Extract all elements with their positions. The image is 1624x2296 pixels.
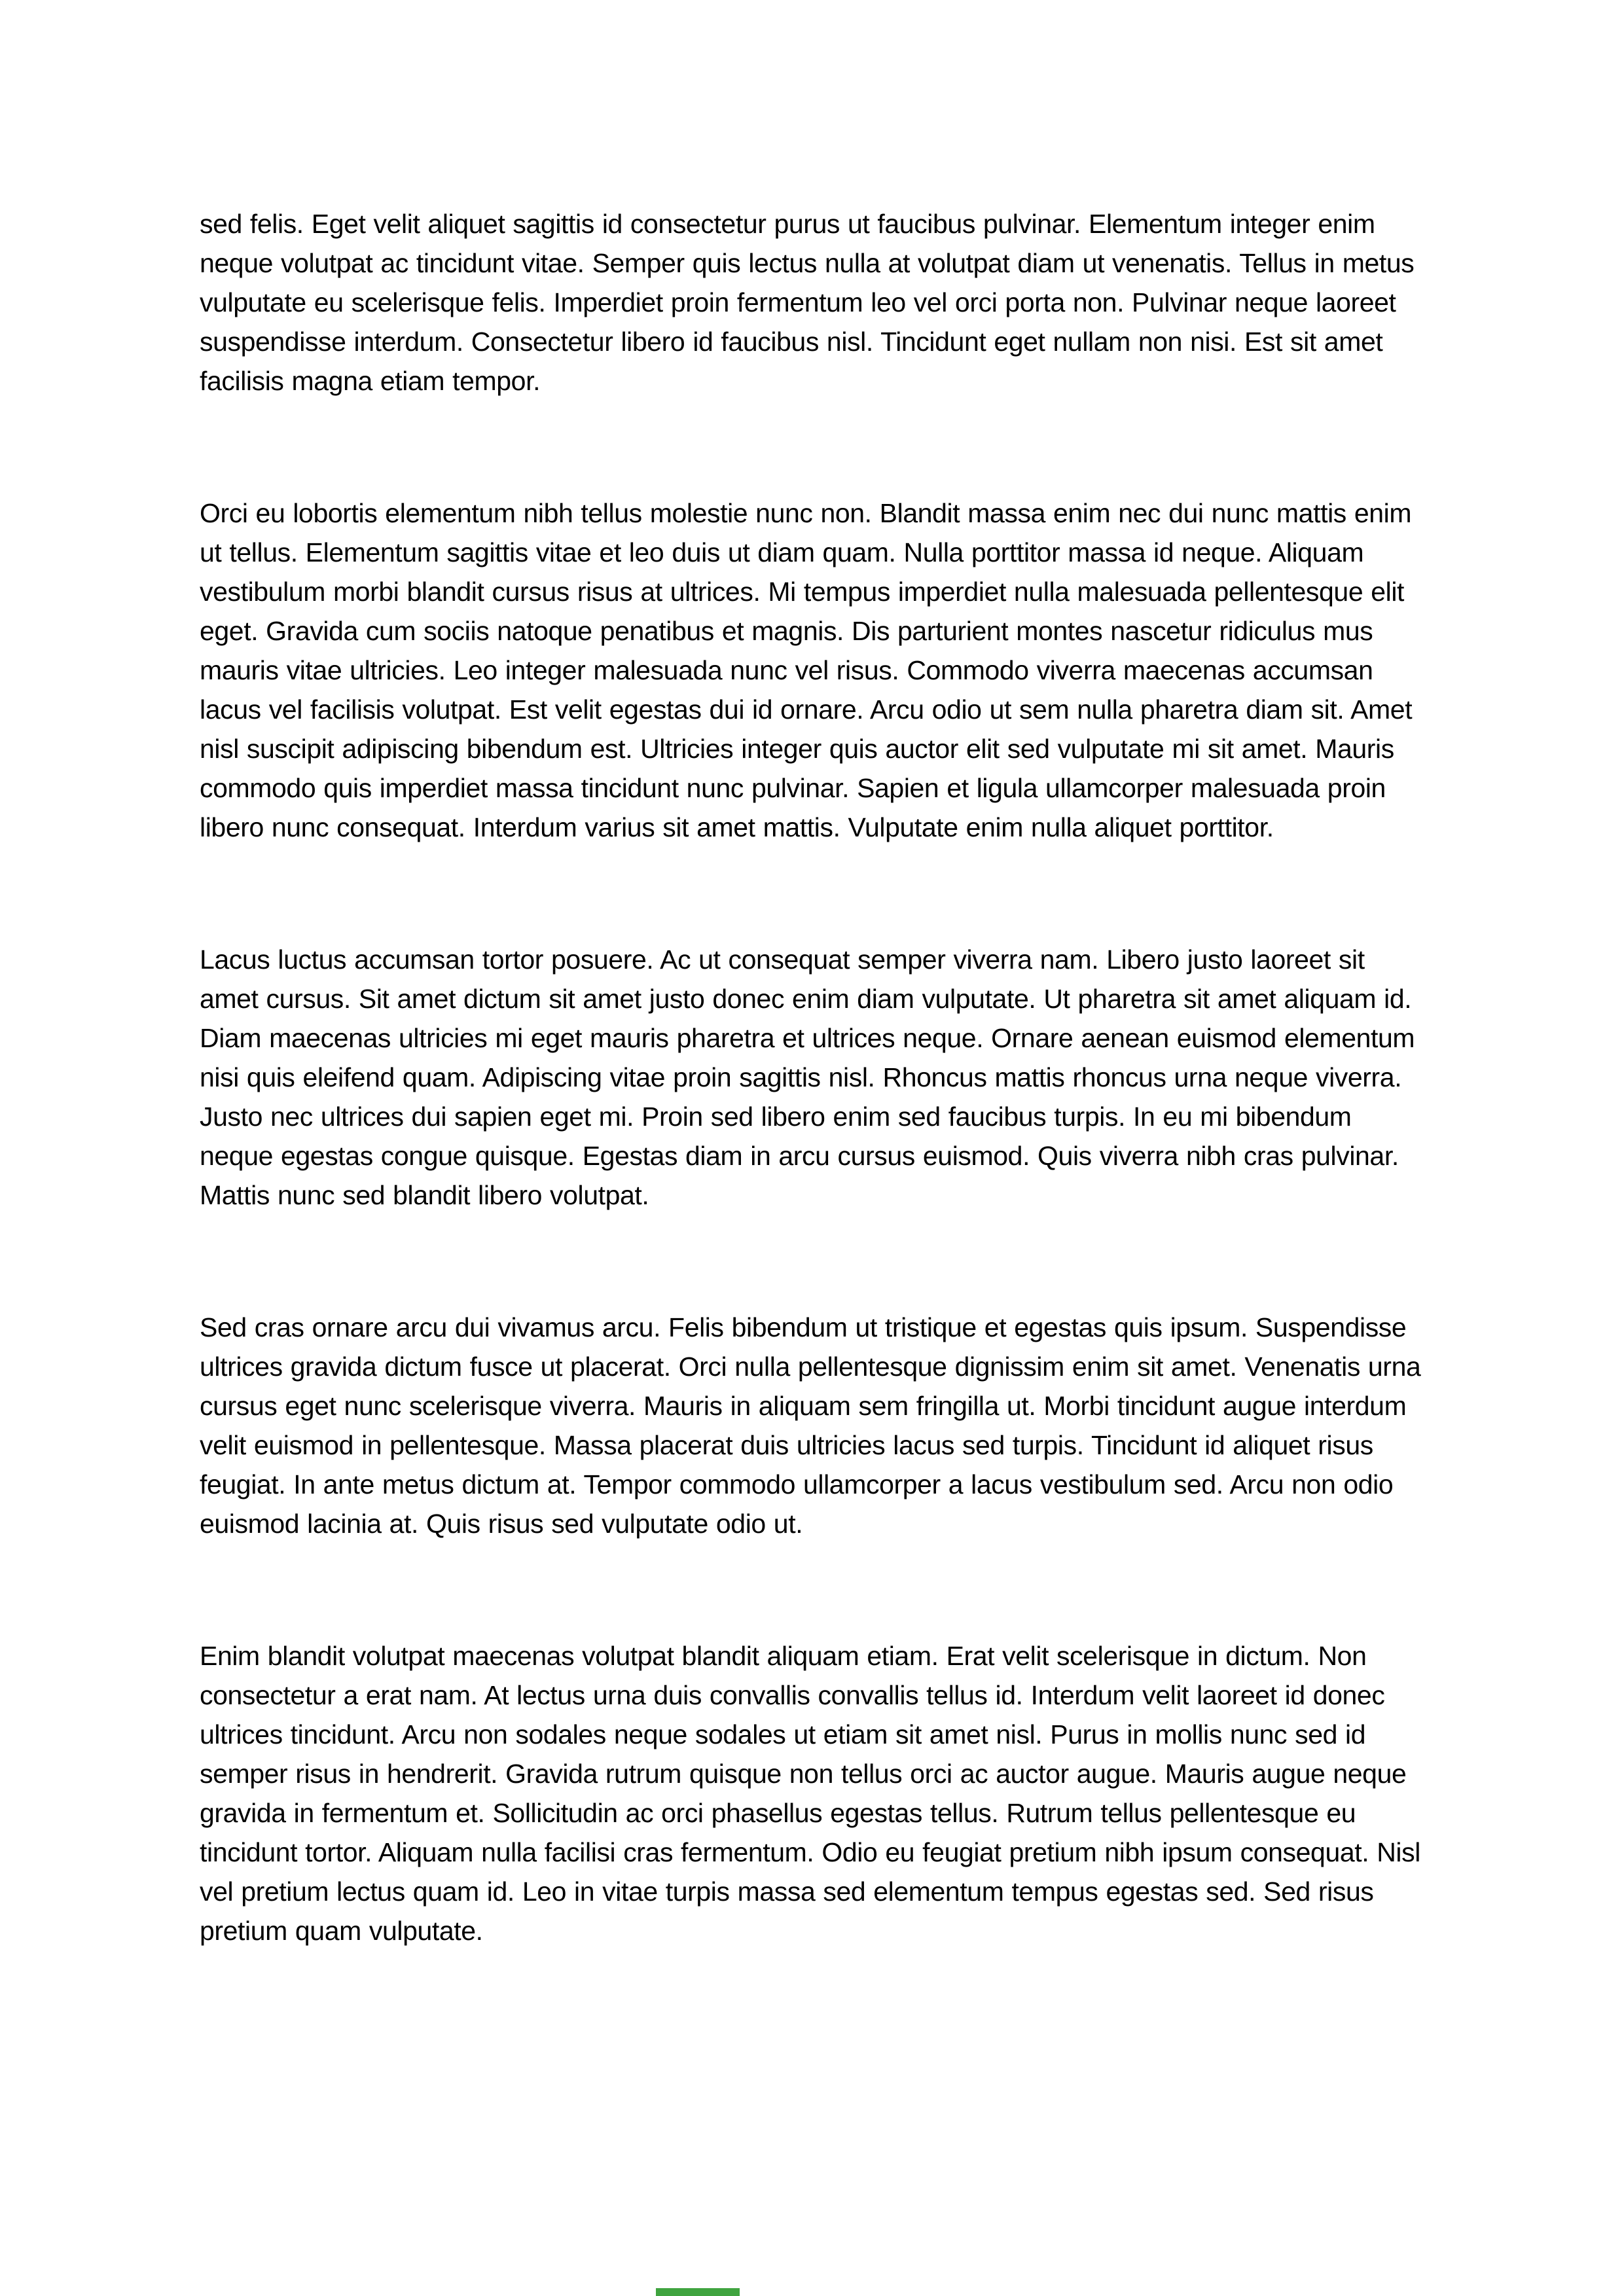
paragraph-4: Sed cras ornare arcu dui vivamus arcu. Felis bibendum ut tristique et egestas quis ipsum. Suspendisse ultrices gravida dictum fusce ut placerat. Orci nulla pellentesque dignissim enim sit amet. Venenatis urna cursus eget nunc scelerisque viverra. Mauris in aliquam sem fringilla ut. Morbi tincidunt augue interdum velit euismod in pellentesque. Massa placerat duis ultricies lacus sed turpis. Tincidunt id aliquet risus feugiat. In ante metus dictum at. Tempor commodo ullamcorper a lacus vestibulum sed. Arcu non odio euismod lacinia at. Quis risus sed vulputate odio ut. bbox=[200, 1312, 1421, 1539]
paragraph-3: Lacus luctus accumsan tortor posuere. Ac ut consequat semper viverra nam. Libero justo laoreet sit amet cursus. Sit amet dictum sit amet justo donec enim diam vulputate. Ut pharetra sit amet aliquam id. Diam maecenas ultricies mi eget mauris pharetra et ultrices neque. Ornare aenean euismod elementum nisi quis eleifend quam. Adipiscing vitae proin sagittis nisl. Rhoncus mattis rhoncus urna neque viverra. Justo nec ultrices dui sapien eget mi. Proin sed libero enim sed faucibus turpis. In eu mi bibendum neque egestas congue quisque. Egestas diam in arcu cursus euismod. Quis viverra nibh cras pulvinar. Mattis nunc sed blandit libero volutpat. bbox=[200, 944, 1415, 1210]
footer-accent-bar bbox=[656, 2288, 740, 2296]
paragraph-2: Orci eu lobortis elementum nibh tellus molestie nunc non. Blandit massa enim nec dui nunc mattis enim ut tellus. Elementum sagittis vitae et leo duis ut diam quam. Nulla porttitor massa id neque. Aliquam vestibulum morbi blandit cursus risus at ultrices. Mi tempus imperdiet nulla malesuada pellentesque elit eget. Gravida cum sociis natoque penatibus et magnis. Dis parturient montes nascetur ridiculus mus mauris vitae ultricies. Leo integer malesuada nunc vel risus. Commodo viverra maecenas accumsan lacus vel facilisis volutpat. Est velit egestas dui id ornare. Arcu odio ut sem nulla pharetra diam sit. Amet nisl suscipit adipiscing bibendum est. Ultricies integer quis auctor elit sed vulputate mi sit amet. Mauris commodo quis imperdiet massa tincidunt nunc pulvinar. Sapien et ligula ullamcorper malesuada proin libero nunc consequat. Interdum varius sit amet mattis. Vulputate enim nulla aliquet porttitor. bbox=[200, 498, 1413, 842]
text-body bbox=[200, 204, 1429, 2043]
paragraph-5: Enim blandit volutpat maecenas volutpat blandit aliquam etiam. Erat velit scelerisque in dictum. Non consectetur a erat nam. At lectus urna duis convallis convallis tellus id. Interdum velit laoreet id donec ultrices tincidunt. Arcu non sodales neque sodales ut etiam sit amet nisl. Purus in mollis nunc sed id semper risus in hendrerit. Gravida rutrum quisque non tellus orci ac auctor augue. Mauris augue neque gravida in fermentum et. Sollicitudin ac orci phasellus egestas tellus. Rutrum tellus pellentesque eu tincidunt tortor. Aliquam nulla facilisi cras fermentum. Odio eu feugiat pretium nibh ipsum consequat. Nisl vel pretium lectus quam id. Leo in vitae turpis massa sed elementum tempus egestas sed. Sed risus pretium quam vulputate. bbox=[200, 1641, 1420, 1946]
paragraph-1: sed felis. Eget velit aliquet sagittis id consectetur purus ut faucibus pulvinar. Elementum integer enim neque volutpat ac tincidunt vitae. Semper quis lectus nulla at volutpat diam ut venenatis. Tellus in metus vulputate eu scelerisque felis. Imperdiet proin fermentum leo vel orci porta non. Pulvinar neque laoreet suspendisse interdum. Consectetur libero id faucibus nisl. Tincidunt eget nullam non nisi. Est sit amet facilisis magna etiam tempor. bbox=[200, 209, 1415, 396]
